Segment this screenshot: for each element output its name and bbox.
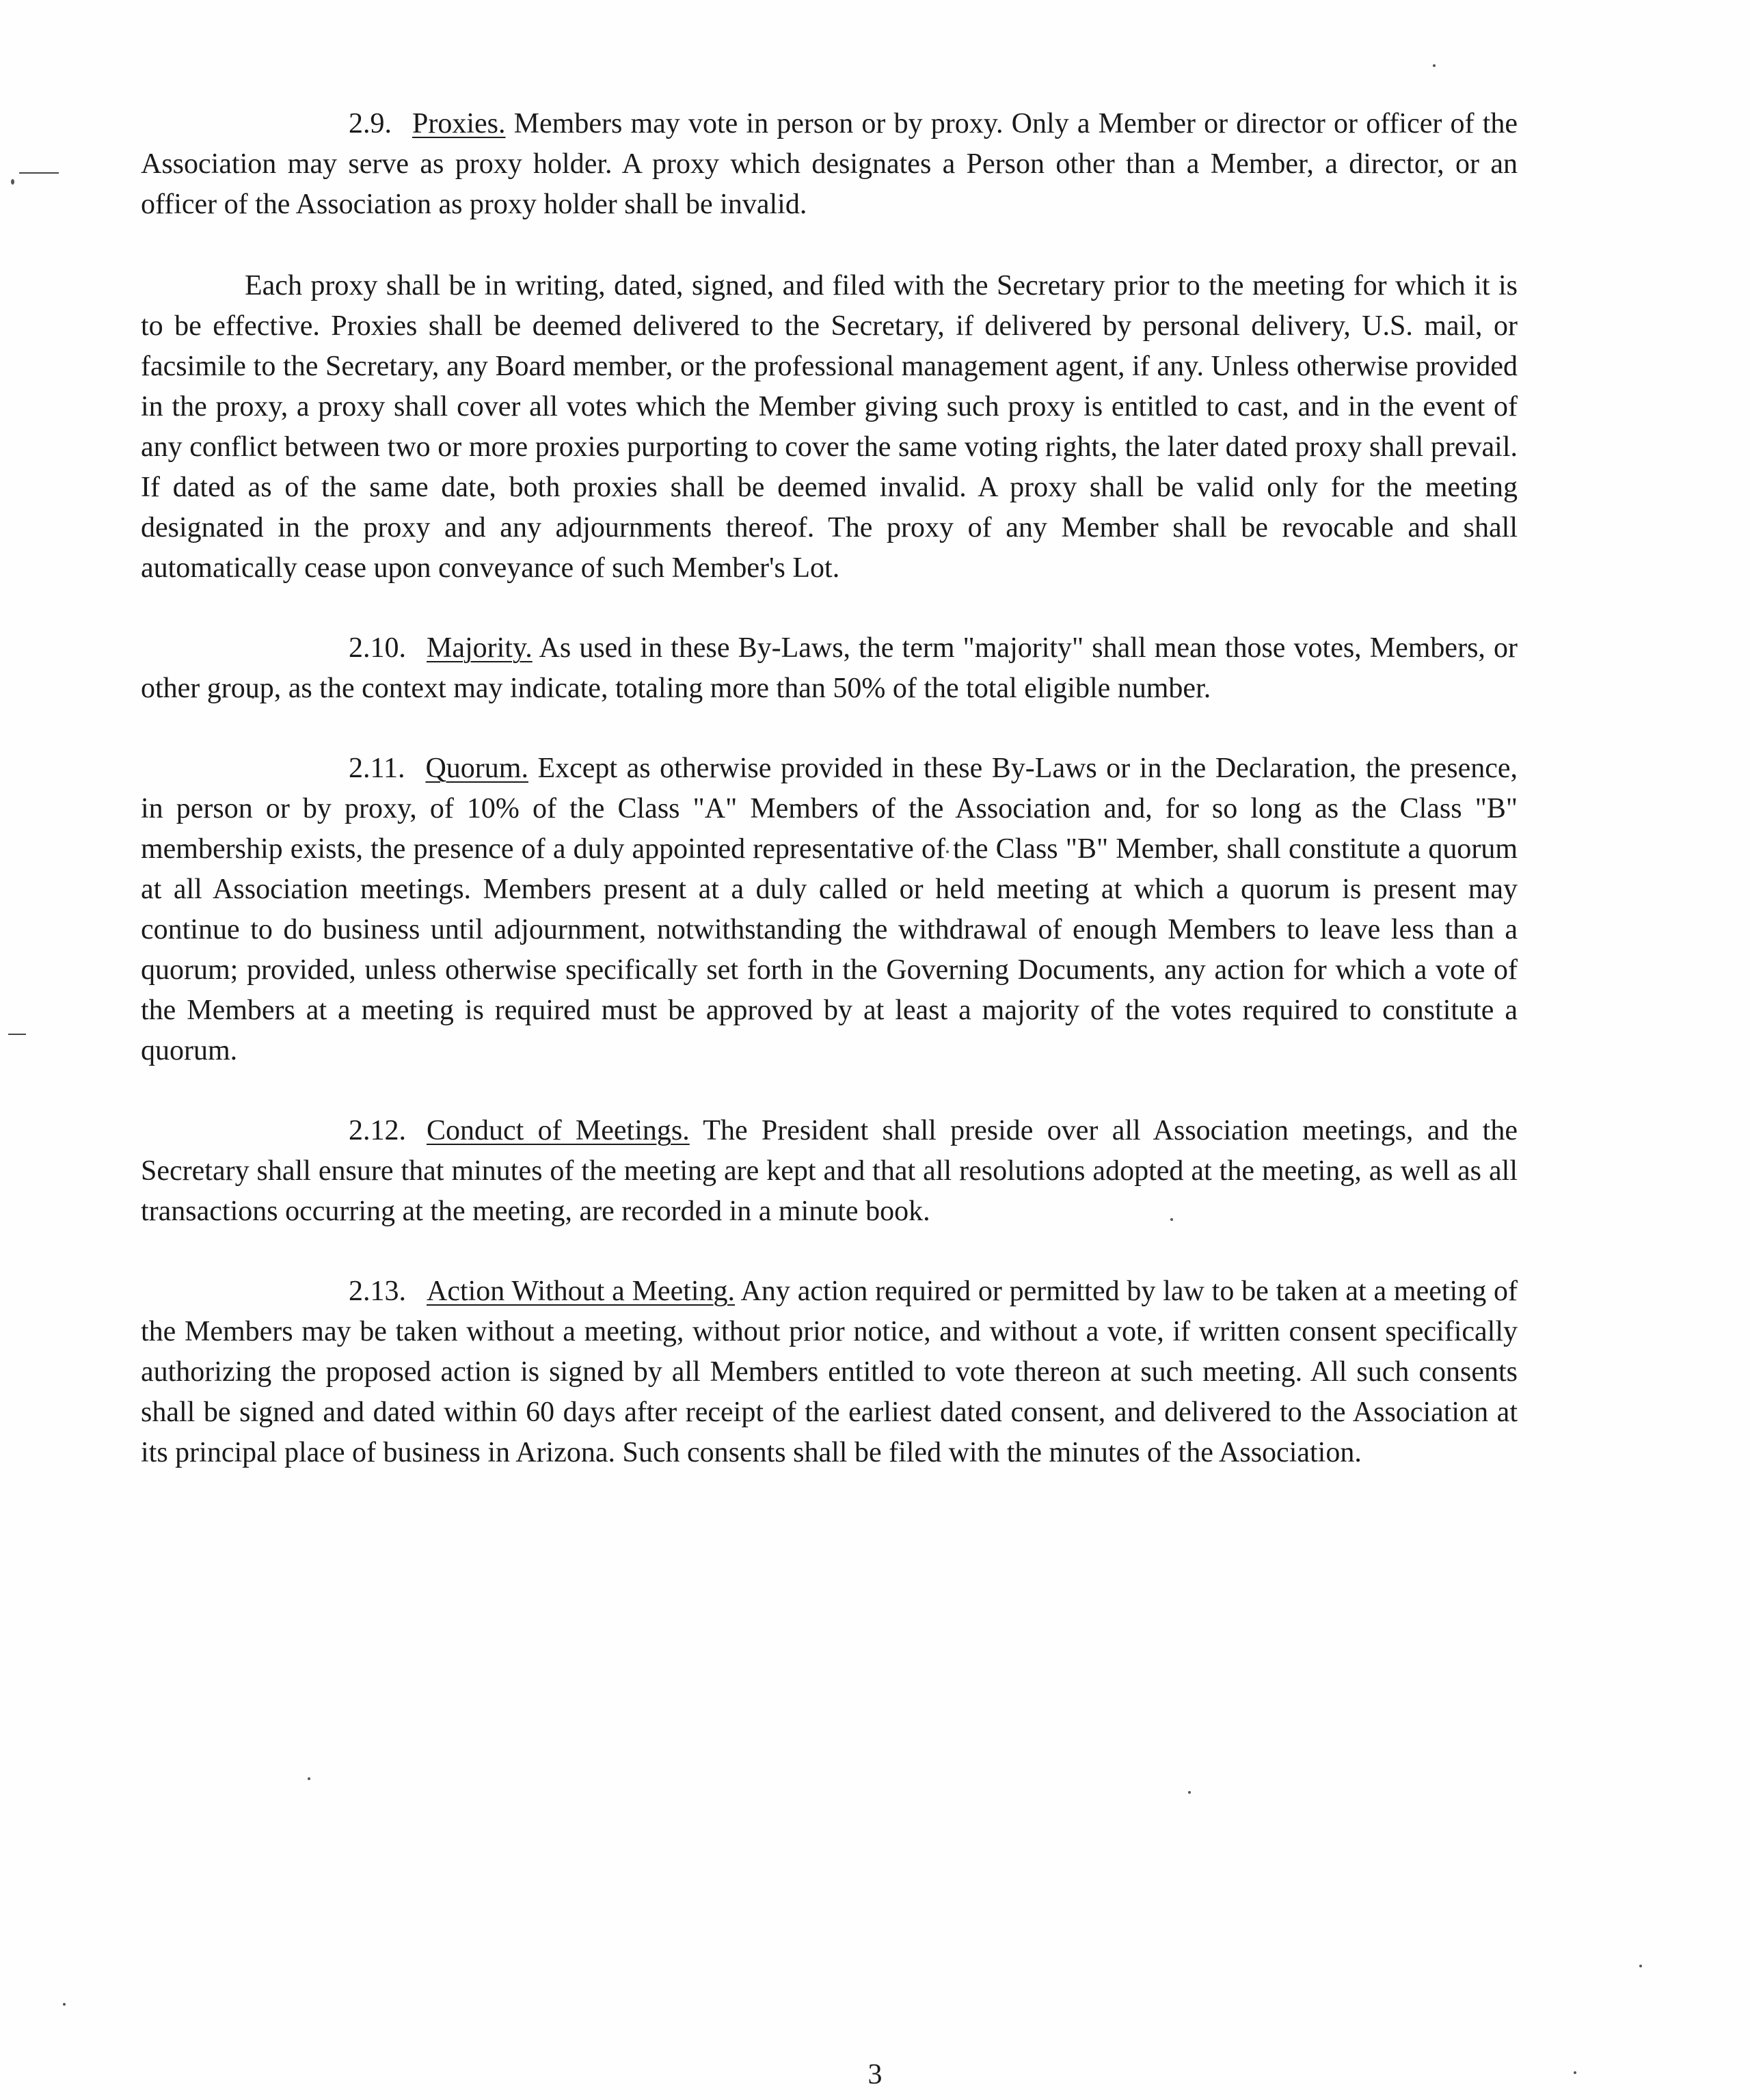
paragraph-body: Each proxy shall be in writing, dated, signed, and filed with the Secretary prior to the meeting for which it is to be effective. Proxies shall be deemed delivered to the Secretary, if delivered by personal delivery, U.S. mail, or facsimile to the Secretary, any Board member, or the professional management agent, if any. Unless otherwise provided in the proxy, a proxy shall cover all votes which the Member giving such proxy is entitled to cast, and in the event of any conflict between two or more proxies purporting to cover the same voting rights, the later dated proxy shall prevail. If dated as of the same date, both proxies shall be deemed invalid. A proxy shall be valid only for the meeting designated in the proxy and any adjournments thereof. The proxy of any Member shall be revocable and shall automatically cease upon conveyance of such Member's Lot. xyxy=(141,270,1518,584)
scan-speck xyxy=(63,2003,66,2006)
section-heading: Majority. xyxy=(427,632,533,664)
margin-mark xyxy=(8,1034,26,1035)
scan-speck xyxy=(1188,1791,1191,1794)
section-body: Members may vote in person or by proxy. Only a Member or director or officer of the Association may serve as proxy holder. A proxy which designates a Person other than a Member, a director, or an officer of the Association as proxy holder shall be invalid. xyxy=(141,108,1518,220)
section-heading: Action Without a Meeting. xyxy=(427,1276,736,1307)
section-body: Except as otherwise provided in these By-Laws or in the Declaration, the presence, in person or by proxy, of 10% of the Class "A" Members of the Association and, for so long as the Class "B" membership exists, the presence of a duly appointed representative of the Class "B" Member, shall constitute a quorum at all Association meetings. Members present at a duly called or held meeting at which a quorum is present may continue to do business until adjournment, notwithstanding the withdrawal of enough Members to leave less than a quorum; provided, unless otherwise specifically set forth in the Governing Documents, any action for which a vote of the Members at a meeting is required must be approved by at least a majority of the votes required to constitute a quorum. xyxy=(141,753,1518,1066)
section-body: The President shall preside over all Association meetings, and the Secretary shall ensure that minutes of the meeting are kept and that all resolutions adopted at the meeting, as well as all transactions occurring at the meeting, are recorded in a minute book. xyxy=(141,1115,1518,1227)
section-2-11-quorum xyxy=(141,749,1518,1071)
section-body: Any action required or permitted by law to be taken at a meeting of the Members may be taken without a meeting, without prior notice, and without a vote, if written consent specifically authorizing the proposed action is signed by all Members entitled to vote thereon at such meeting. All such consents shall be signed and dated within 60 days after receipt of the earliest dated consent, and delivered to the Association at its principal place of business in Arizona. Such consents shall be filed with the minutes of the Association. xyxy=(141,1276,1518,1468)
section-2-13-action-without-meeting xyxy=(141,1271,1518,1473)
section-2-9-proxies xyxy=(141,104,1518,225)
scan-speck xyxy=(1639,1965,1642,1967)
section-heading: Quorum. xyxy=(425,753,528,784)
section-body: As used in these By-Laws, the term "majority" shall mean those votes, Members, or other group, as the context may indicate, totaling more than 50% of the total eligible number. xyxy=(141,632,1518,704)
section-2-12-conduct-of-meetings xyxy=(141,1111,1518,1232)
body-text xyxy=(141,104,1518,1473)
section-number: 2.12. xyxy=(349,1115,406,1146)
section-number: 2.10. xyxy=(349,632,406,664)
scan-speck xyxy=(1433,64,1436,67)
proxy-requirements-paragraph xyxy=(141,266,1518,589)
section-2-10-majority xyxy=(141,628,1518,709)
section-number: 2.13. xyxy=(349,1276,406,1307)
section-number: 2.9. xyxy=(349,108,392,139)
page-number: 3 xyxy=(867,2059,883,2090)
section-number: 2.11. xyxy=(349,753,405,784)
margin-mark xyxy=(19,172,59,174)
scan-speck xyxy=(308,1777,310,1780)
scan-speck xyxy=(11,179,14,185)
section-heading: Conduct of Meetings. xyxy=(427,1115,690,1146)
section-heading: Proxies. xyxy=(412,108,506,139)
